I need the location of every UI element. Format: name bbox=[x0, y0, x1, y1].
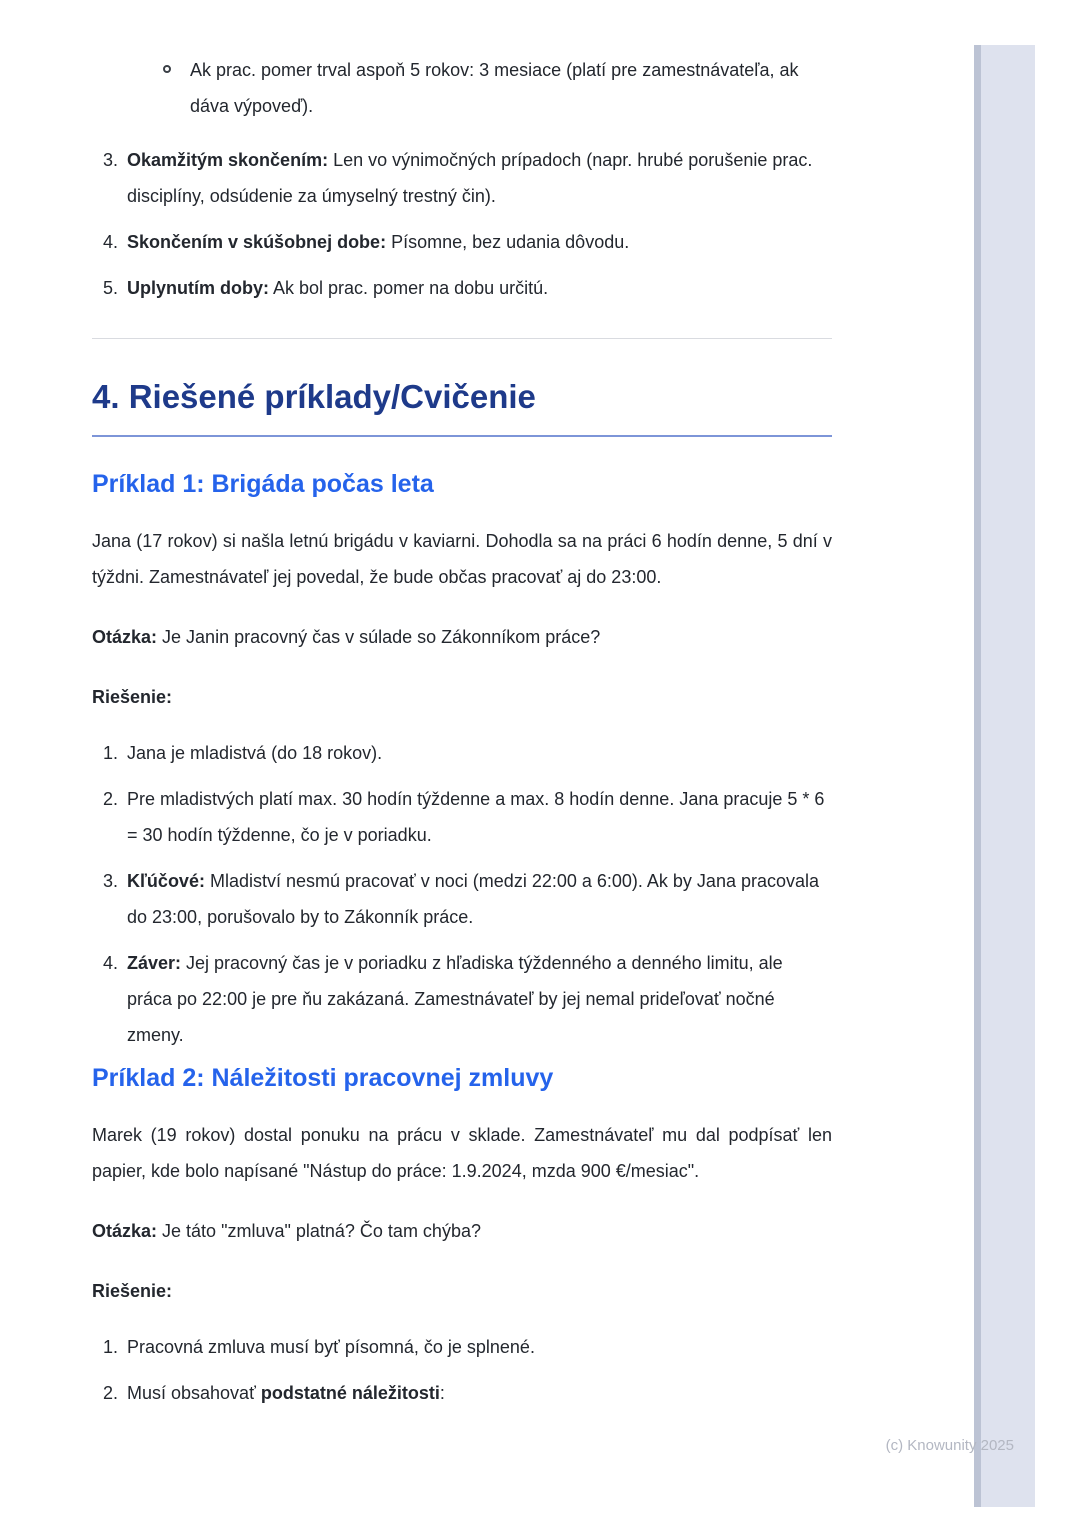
list-number: 1. bbox=[103, 1337, 119, 1357]
scrollbar-track[interactable] bbox=[981, 45, 1035, 1507]
horizontal-divider bbox=[92, 338, 832, 339]
document-content bbox=[92, 0, 832, 1421]
example2-question bbox=[92, 1213, 832, 1249]
list-number: 4. bbox=[103, 232, 119, 252]
example1-heading: Príklad 1: Brigáda počas leta bbox=[92, 470, 434, 498]
list-text bbox=[127, 1375, 832, 1411]
list-number: 3. bbox=[103, 150, 119, 170]
list-item bbox=[92, 863, 832, 935]
list-text-bold: Okamžitým skončením: bbox=[127, 150, 329, 170]
solution-label: Riešenie: bbox=[92, 1281, 173, 1301]
list-item bbox=[92, 735, 832, 771]
question-text: Je Janin pracovný čas v súlade so Zákonníkom práce? bbox=[157, 627, 601, 647]
list-text-suffix: Ak bol prac. pomer na dobu určitú. bbox=[269, 278, 549, 298]
list-text-suffix: Písomne, bez udania dôvodu. bbox=[386, 232, 630, 252]
list-number: 3. bbox=[103, 871, 119, 891]
list-text bbox=[127, 945, 832, 1053]
list-text bbox=[127, 1329, 832, 1365]
list-item bbox=[92, 224, 832, 260]
list-number: 4. bbox=[103, 953, 119, 973]
question-label: Otázka: bbox=[92, 627, 158, 647]
list-number: 5. bbox=[103, 278, 119, 298]
list-text bbox=[127, 270, 832, 306]
list-number: 2. bbox=[103, 789, 119, 809]
list-text-suffix: Mladiství nesmú pracovať v noci (medzi 22:00 a 6:00). Ak by Jana pracovala do 23:00, porušovalo by to Zákonník práce. bbox=[127, 871, 820, 927]
list-item bbox=[92, 270, 832, 306]
watermark: (c) Knowunity 2025 bbox=[885, 1437, 1014, 1454]
list-text-prefix: Musí obsahovať bbox=[127, 1383, 261, 1403]
list-text-bold: Skončením v skúšobnej dobe: bbox=[127, 232, 387, 252]
list-item bbox=[92, 1375, 832, 1411]
list-text-suffix: Len vo výnimočných prípadoch (napr. hrubé porušenie prac. disciplíny, odsúdenie za úmyselný trestný čin). bbox=[127, 150, 813, 206]
example2-solution-label bbox=[92, 1273, 832, 1309]
example1-steps bbox=[92, 735, 832, 1053]
list-text bbox=[127, 863, 832, 935]
list-text-bold: podstatné náležitosti bbox=[260, 1383, 440, 1403]
list-text-bold: Záver: bbox=[127, 953, 182, 973]
list-number: 1. bbox=[103, 743, 119, 763]
list-text-prefix: Pre mladistvých platí max. 30 hodín týždenne a max. 8 hodín denne. Jana pracuje 5 * 6 = 30 hodín týždenne, čo je v poriadku. bbox=[127, 789, 825, 845]
example2-steps bbox=[92, 1329, 832, 1411]
list-text-prefix: Jana je mladistvá (do 18 rokov). bbox=[127, 743, 383, 763]
example2-heading: Príklad 2: Náležitosti pracovnej zmluvy bbox=[92, 1064, 554, 1092]
list-text bbox=[127, 142, 832, 214]
list-text-suffix: : bbox=[439, 1383, 445, 1403]
page-edge-divider bbox=[974, 45, 981, 1507]
example1-intro: Jana (17 rokov) si našla letnú brigádu v kaviarni. Dohodla sa na práci 6 hodín denne, 5 dní v týždni. Zamestnávateľ jej povedal, že bude občas pracovať aj do 23:00. bbox=[92, 531, 832, 587]
example1-solution-label bbox=[92, 679, 832, 715]
sub-bullet-item bbox=[92, 52, 832, 124]
list-number: 2. bbox=[103, 1383, 119, 1403]
list-text-bold: Uplynutím doby: bbox=[127, 278, 269, 298]
circle-bullet-icon bbox=[163, 65, 171, 73]
list-text-prefix: Pracovná zmluva musí byť písomná, čo je splnené. bbox=[127, 1337, 535, 1357]
section-title: 4. Riešené príklady/Cvičenie bbox=[92, 377, 832, 437]
sub-bullet-text: Ak prac. pomer trval aspoň 5 rokov: 3 mesiace (platí pre zamestnávateľa, ak dáva výpoveď). bbox=[190, 60, 799, 116]
list-text bbox=[127, 224, 832, 260]
list-text bbox=[127, 735, 832, 771]
question-text: Je táto "zmluva" platná? Čo tam chýba? bbox=[157, 1221, 481, 1241]
list-item bbox=[92, 1329, 832, 1365]
list-item bbox=[92, 945, 832, 1053]
example1-question bbox=[92, 619, 832, 655]
list-text-suffix: Jej pracovný čas je v poriadku z hľadiska týždenného a denného limitu, ale práca po 22:00 je pre ňu zakázaná. Zamestnávateľ by jej nemal prideľovať nočné zmeny. bbox=[127, 953, 783, 1045]
solution-label: Riešenie: bbox=[92, 687, 173, 707]
list-text-bold: Kľúčové: bbox=[127, 871, 205, 891]
list-item bbox=[92, 142, 832, 214]
example2-intro: Marek (19 rokov) dostal ponuku na prácu v sklade. Zamestnávateľ mu dal podpísať len papier, kde bolo napísané "Nástup do práce: 1.9.2024, mzda 900 €/mesiac". bbox=[92, 1125, 832, 1181]
question-label: Otázka: bbox=[92, 1221, 158, 1241]
list-text bbox=[127, 781, 832, 853]
list-item bbox=[92, 781, 832, 853]
